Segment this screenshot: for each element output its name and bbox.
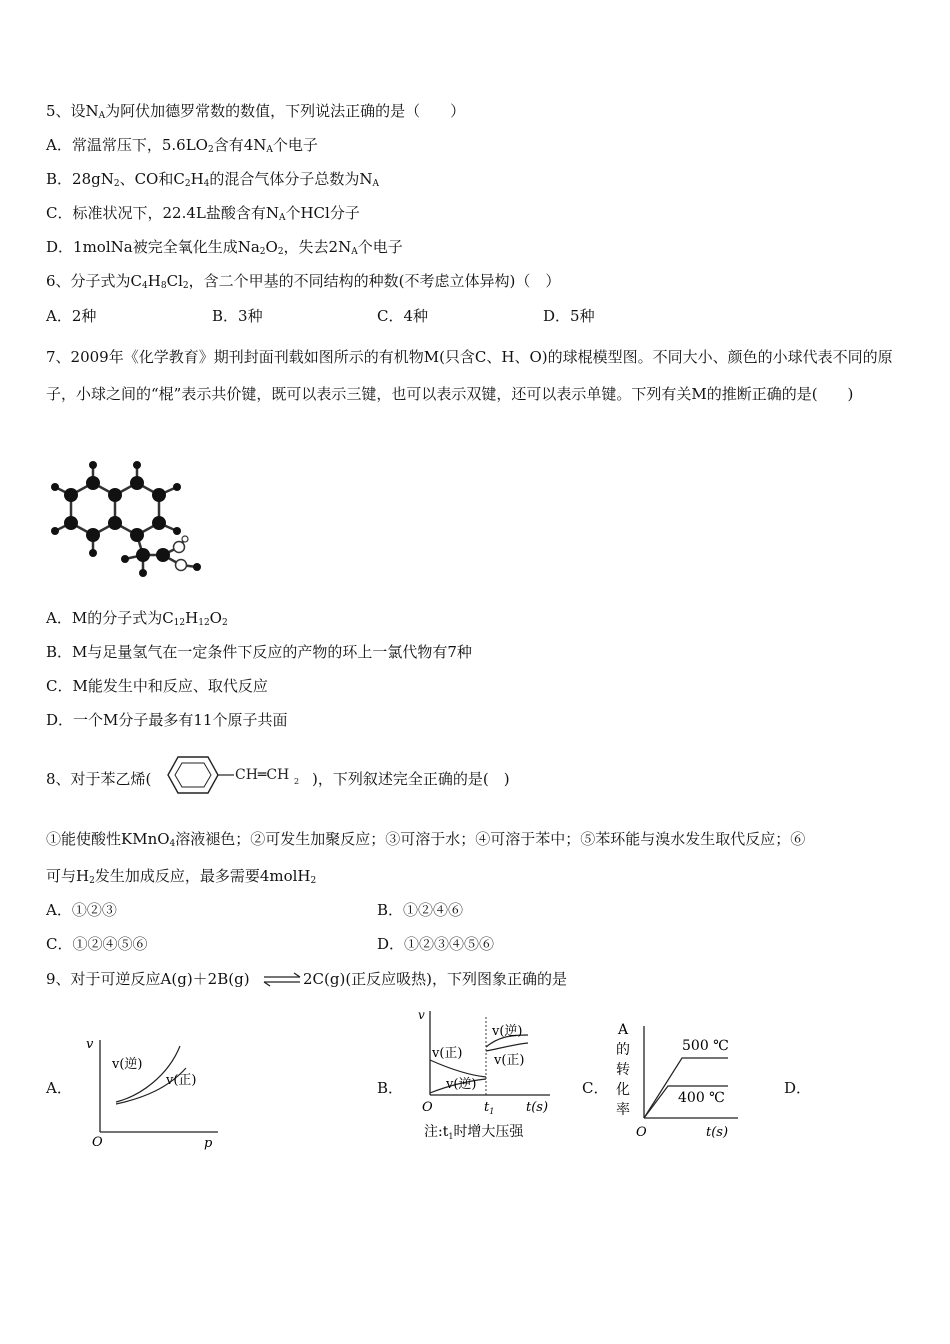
q7-option-b: B．M与足量氢气在一定条件下反应的产物的环上一氯代物有7种 (46, 643, 472, 661)
svg-text:p: p (204, 1136, 213, 1150)
q8-option-c: C．①②④⑤⑥ (46, 935, 148, 953)
svg-text:v(正): v(正) (494, 1053, 525, 1068)
q8-stem-prefix: 8、对于苯乙烯( (46, 770, 152, 788)
q5-option-c: C．标准状况下，22.4L盐酸含有$N_A$个HCl分子 (46, 204, 360, 223)
svg-text:v(逆): v(逆) (446, 1077, 477, 1092)
svg-text:率: 率 (616, 1102, 630, 1118)
q8-option-d: D．①②③④⑤⑥ (377, 935, 495, 953)
svg-text:化: 化 (616, 1082, 630, 1098)
q6-option-b: B．3种 (212, 307, 263, 325)
vinyl-subscript: 2 (294, 777, 300, 786)
q5-option-a: A．常温常压下，$5.6LO_2$含有$4N_A$个电子 (46, 136, 318, 155)
q8-statements-line2: 可与$H_2$发生加成反应，最多需要4molH$_2$ (46, 867, 317, 886)
q9-stem-suffix: 2C(g)(正反应吸热)，下列图象正确的是 (303, 970, 568, 988)
q6-option-c: C．4种 (377, 307, 429, 325)
vinyl-label: CH═CH (235, 767, 290, 783)
styrene-structure (158, 752, 308, 798)
svg-text:A: A (618, 1022, 629, 1038)
svg-text:500 ℃: 500 ℃ (682, 1038, 729, 1054)
q9-option-c: C． (582, 1079, 609, 1097)
svg-text:t1: $t_1$ (484, 1100, 495, 1116)
q5-stem: 5、设$N_A$为阿伏加德罗常数的数值，下列说法正确的是（ ） (46, 102, 466, 121)
q9-option-d: D． (784, 1079, 812, 1097)
q6-option-a: A．2种 (46, 307, 97, 325)
svg-text:的: 的 (616, 1042, 630, 1058)
q9-stem-prefix: 9、对于可逆反应A(g)＋2B(g) (46, 970, 250, 988)
graph-b-forward-after (486, 1043, 528, 1051)
svg-text:v(逆): v(逆) (112, 1057, 143, 1072)
svg-text:v(正): v(正) (432, 1046, 463, 1061)
q9-option-b: B． (377, 1079, 404, 1097)
q7-option-c: C．M能发生中和反应、取代反应 (46, 677, 268, 695)
svg-text:v: v (86, 1037, 94, 1052)
q6-stem: 6、分子式为$C_4H_8Cl_2$，含二个甲基的不同结构的种数(不考虑立体异构)（ ） (46, 272, 561, 291)
equilibrium-arrows-icon (262, 971, 302, 987)
q8-option-a: A．①②③ (46, 901, 117, 919)
ball-stick-model-figure (45, 455, 215, 580)
svg-text:v(逆): v(逆) (492, 1024, 523, 1039)
svg-text:注:t1时增大压强: 注$:t_1$时增大压强 (424, 1124, 524, 1141)
svg-text:O: O (636, 1125, 647, 1140)
svg-text:O: O (92, 1135, 103, 1150)
q8-option-b: B．①②④⑥ (377, 901, 464, 919)
q8-statements-line1: ①能使酸性KMnO$_4$溶液褪色；②可发生加聚反应；③可溶于水；④可溶于苯中；⑤苯环能与溴水发生取代反应；⑥ (46, 830, 806, 849)
graph-b (410, 1005, 560, 1145)
graph-c (610, 1018, 745, 1148)
graph-a (80, 1030, 225, 1150)
oxygen-atoms (174, 542, 187, 571)
q7-option-d: D．一个M分子最多有11个原子共面 (46, 711, 288, 729)
svg-text:400 ℃: 400 ℃ (678, 1090, 725, 1106)
svg-text:v: v (418, 1008, 425, 1022)
q5-option-d: D．1molNa被完全氧化生成$Na_2O_2$，失去$2N_A$个电子 (46, 238, 403, 257)
svg-text:v(正): v(正) (166, 1073, 197, 1088)
q8-stem-suffix: )，下列叙述完全正确的是( ) (312, 770, 510, 788)
svg-text:O: O (422, 1100, 433, 1115)
svg-text:转: 转 (616, 1062, 630, 1078)
svg-text:t(s): t(s) (526, 1100, 549, 1115)
q6-option-d: D．5种 (543, 307, 595, 325)
hydroxyl-hydrogen (182, 536, 188, 542)
graph-b-forward-before (430, 1060, 486, 1077)
q7-option-a: A．M的分子式为$C_{12}H_{12}O_2$ (46, 609, 228, 628)
svg-text:t(s): t(s) (706, 1125, 729, 1140)
q5-option-b: B．$28gN_2$、CO和$C_2H_4$的混合气体分子总数为$N_A$ (46, 170, 380, 189)
graph-c-line-500 (644, 1058, 728, 1118)
q9-option-a: A． (46, 1079, 72, 1097)
q7-stem: 7、2009年《化学教育》期刊封面刊载如图所示的有机物M(只含C、H、O)的球棍模型图。不同大小、颜色的小球代表不同的原子，小球之间的“棍”表示共价键，既可以表示三键，也可以表示双键，还可以表示单键。下列有关M的推断正确的是( ) (46, 348, 893, 403)
